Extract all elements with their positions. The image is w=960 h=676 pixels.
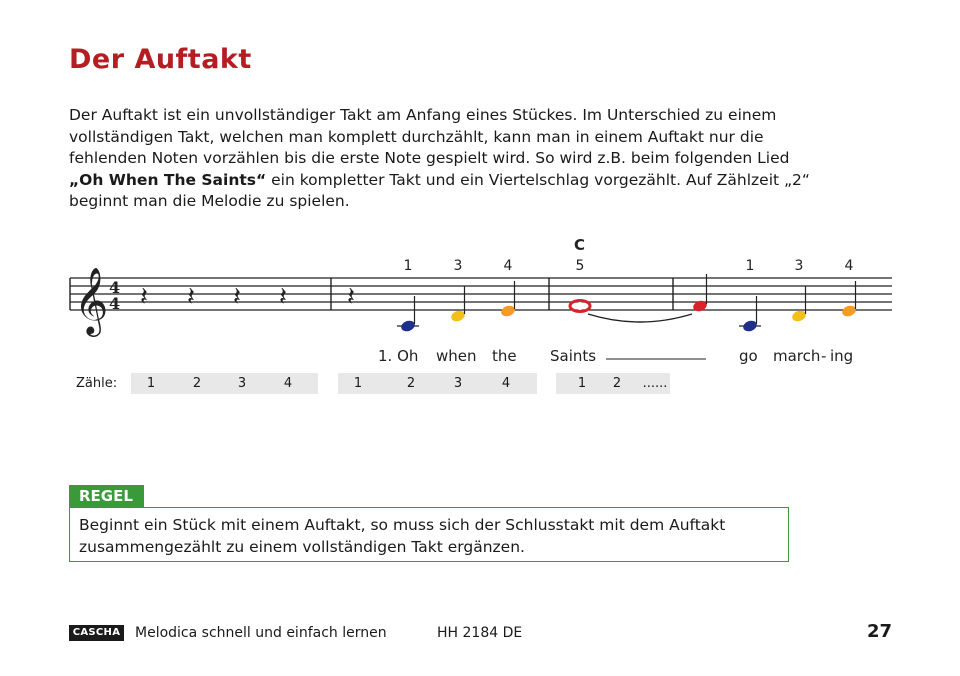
finger-number: 3 [453, 258, 463, 274]
count-beat: 2 [612, 376, 622, 391]
lyrics [378, 347, 853, 365]
intro-paragraph [69, 105, 869, 213]
count-beat: 3 [237, 376, 247, 391]
treble-clef-icon: 𝄞 [74, 266, 109, 334]
note-g-whole-hole [576, 302, 584, 310]
intro-line: beginnt man die Melodie zu spielen. [69, 192, 350, 211]
count-label: Zähle: [76, 376, 118, 391]
rule-tag: REGEL [69, 485, 144, 507]
intro-line-rest: ein kompletter Takt und ein Viertelschlag vorgezählt. Auf Zählzeit „2“ [266, 170, 810, 189]
finger-number: 1 [745, 258, 755, 274]
count-beat: 4 [501, 376, 511, 391]
publisher-logo: CASCHA [69, 625, 124, 641]
finger-number: 1 [403, 258, 413, 274]
finger-numbers [404, 258, 854, 274]
count-beat: 1 [146, 376, 156, 391]
count-beat: ...... [642, 376, 668, 391]
finger-number: 4 [503, 258, 513, 274]
page-number: 27 [867, 621, 893, 642]
time-signature-top: 4 [109, 278, 121, 297]
note-g [692, 299, 709, 313]
note-f [841, 304, 858, 318]
lyric: - [821, 347, 827, 365]
count-beat: 2 [192, 376, 202, 391]
book-title: Melodica schnell und einfach lernen [135, 625, 387, 641]
quarter-rest-icon: 𝄽 [347, 282, 355, 312]
lyric: the [492, 347, 517, 365]
count-group [556, 373, 670, 394]
quarter-rest-icon: 𝄽 [279, 282, 287, 312]
count-beat: 4 [283, 376, 293, 391]
song-title: „Oh When The Saints“ [69, 170, 267, 189]
lyric: go [739, 347, 758, 365]
count-beat: 1 [353, 376, 363, 391]
count-beat: 1 [577, 376, 587, 391]
rule-line: zusammengezählt zu einem vollständigen Takt ergänzen. [79, 538, 525, 556]
lyric: Saints [550, 347, 597, 365]
finger-number: 5 [575, 258, 585, 274]
note-e [450, 309, 467, 323]
count-beat: 3 [453, 376, 463, 391]
intro-line: vollständigen Takt, welchen man komplett durchzählt, kann man in einem Auftakt nur die [69, 127, 764, 146]
lyric: when [436, 347, 477, 365]
count-group [131, 373, 318, 394]
note-c [400, 319, 417, 333]
chord-symbol: C [574, 236, 586, 254]
count-beat: 2 [406, 376, 416, 391]
rule-line: Beginnt ein Stück mit einem Auftakt, so muss sich der Schlusstakt mit dem Auftakt [79, 516, 726, 534]
note-f [500, 304, 517, 318]
intro-line: Der Auftakt ist ein unvollständiger Takt am Anfang eines Stückes. Im Unterschied zu einem [69, 106, 777, 124]
book-code: HH 2184 DE [437, 625, 523, 641]
quarter-rest-icon: 𝄽 [187, 282, 195, 312]
tie [588, 314, 692, 322]
intro-line: fehlenden Noten vorzählen bis die erste Note gespielt wird. So wird z.B. beim folgenden Lied [69, 149, 790, 168]
finger-number: 3 [794, 258, 804, 274]
lyric: ing [830, 347, 854, 365]
count-group [338, 373, 537, 394]
lyric: 1. Oh [378, 347, 419, 365]
time-signature-bottom: 4 [109, 294, 121, 313]
quarter-rest-icon: 𝄽 [233, 282, 241, 312]
page-title: Der Auftakt [69, 44, 252, 75]
music-staff [0, 230, 960, 370]
notes [397, 274, 857, 333]
intro-line [69, 170, 869, 192]
note-c [742, 319, 759, 333]
finger-number: 4 [844, 258, 854, 274]
note-e [791, 309, 808, 323]
rule-box [69, 507, 789, 562]
quarter-rest-icon: 𝄽 [140, 282, 148, 312]
lyric: march [773, 347, 821, 365]
